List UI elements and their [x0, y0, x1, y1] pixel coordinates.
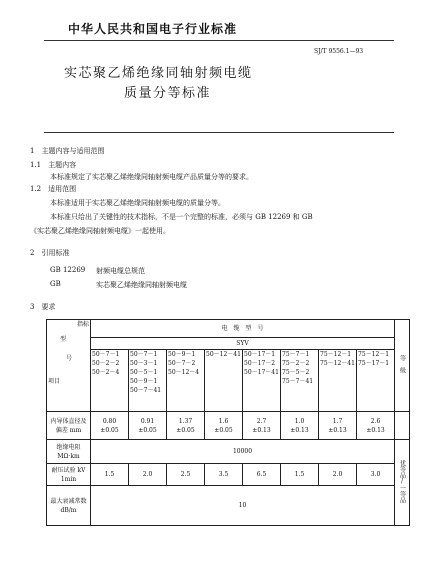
- model-number: 75－12－41: [320, 360, 355, 367]
- doc-title-line2: 质量分等标准: [124, 86, 212, 101]
- value-cell: 3.5: [205, 464, 243, 486]
- table-row: [47, 440, 410, 464]
- model-number: 50－7－41: [130, 387, 162, 394]
- model-number: 50－9－1: [168, 351, 196, 358]
- model-number: 50－17－2: [244, 360, 276, 367]
- section-3-heading: 3 要求: [30, 303, 56, 311]
- section-1-heading: 1 主题内容与适用范围: [30, 147, 105, 155]
- model-number: 50－12－41: [206, 351, 241, 358]
- syv-header: SYV: [91, 338, 395, 350]
- model-number: 75－2－2: [282, 360, 310, 367]
- corner-cell: [47, 320, 91, 412]
- value-cell: 0.91 ±0.05: [129, 412, 167, 440]
- row-label: 绝缘电阻 MΩ·km: [47, 440, 91, 464]
- grade-header: 等 级: [395, 320, 410, 412]
- model-number: 50－9－1: [130, 378, 158, 385]
- corner-mid2-label: 号: [66, 355, 73, 362]
- ref-2-code: GB: [50, 280, 61, 288]
- requirements-table: [46, 319, 410, 526]
- model-cell: [167, 350, 205, 412]
- value-cell: 2.5: [167, 464, 205, 486]
- table-row: [47, 464, 410, 486]
- model-cell: [205, 350, 243, 412]
- model-number: 50－5－1: [130, 369, 158, 376]
- value-cell: 2.0: [129, 464, 167, 486]
- model-number: 50－17－41: [244, 369, 279, 376]
- value-cell: 1.5: [281, 464, 319, 486]
- model-number: 50－17－1: [244, 351, 276, 358]
- corner-top-label: 指标: [76, 321, 89, 328]
- table-row: [47, 486, 410, 526]
- value-cell: 1.6 ±0.05: [205, 412, 243, 440]
- row-label: 耐压试验 kV 1min: [47, 464, 91, 486]
- section-1-1-text: 本标准规定了实芯聚乙烯绝缘同轴射频电缆产品质量分等的要求。: [50, 173, 253, 181]
- model-cell: [357, 350, 395, 412]
- value-cell: 2.6 ±0.13: [357, 412, 395, 440]
- model-cell: [243, 350, 281, 412]
- section-1-2-text2b: 《实芯聚乙烯绝缘同轴射频电缆》一起使用。: [30, 227, 170, 235]
- header-rule: [44, 40, 394, 41]
- model-number: 75－12－1: [320, 351, 352, 358]
- value-cell: 1.7 ±0.13: [319, 412, 357, 440]
- value-cell: 6.5: [243, 464, 281, 486]
- model-cell: [91, 350, 129, 412]
- model-number: 50－7－1: [130, 351, 158, 358]
- section-1-2-text2a: 本标准只给出了关键性的技术指标，不是一个完整的标准，必须与 GB 12269 和 GB: [50, 213, 313, 221]
- model-cell: [281, 350, 319, 412]
- model-cell: [129, 350, 167, 412]
- row-value: 10: [91, 486, 395, 526]
- title-rule: [44, 132, 394, 133]
- model-number: 75－7－41: [282, 378, 314, 385]
- model-number: 75－17－1: [358, 360, 390, 367]
- value-cell: 2.0: [319, 464, 357, 486]
- cable-type-header: 电 缆 型 号: [91, 320, 395, 338]
- section-1-1-heading: 1.1 主题内容: [30, 161, 77, 169]
- model-row: [47, 350, 410, 412]
- table-row: [47, 412, 410, 440]
- org-header: 中华人民共和国电子行业标准: [68, 22, 238, 36]
- grade-empty-cell: [395, 412, 410, 440]
- model-number: 50－2－2: [92, 360, 120, 367]
- model-number: 75－5－2: [282, 369, 310, 376]
- model-number: 50－2－4: [92, 369, 120, 376]
- row-label: 最大衰减常数 dB/m: [47, 486, 91, 526]
- grade-cell: 优等品/一等品: [395, 440, 410, 526]
- value-cell: 2.7 ±0.13: [243, 412, 281, 440]
- row-value: 10000: [91, 440, 395, 464]
- ref-1-code: GB 12269: [50, 266, 86, 274]
- value-cell: 0.80 ±0.05: [91, 412, 129, 440]
- model-number: 50－12－4: [168, 369, 200, 376]
- row-label: 内导体直径及偏差 mm: [47, 412, 91, 440]
- corner-bottom-label: 项目: [48, 378, 61, 385]
- section-1-2-text1: 本标准适用于实芯聚乙烯绝缘同轴射频电缆的质量分等。: [50, 199, 225, 207]
- value-cell: 1.5: [91, 464, 129, 486]
- model-number: 50－7－1: [92, 351, 120, 358]
- standard-code: SJ/T 9556.1—93: [314, 48, 364, 55]
- ref-1-name: 射频电缆总规范: [96, 267, 145, 275]
- doc-title-line1: 实芯聚乙烯绝缘同轴射频电缆: [64, 66, 253, 81]
- section-1-2-heading: 1.2 适用范围: [30, 185, 77, 193]
- value-cell: 3.0: [357, 464, 395, 486]
- section-2-heading: 2 引用标准: [30, 249, 70, 257]
- corner-mid-label: 型: [60, 336, 67, 343]
- model-cell: [319, 350, 357, 412]
- model-number: 50－7－2: [168, 360, 196, 367]
- model-number: 75－7－1: [282, 351, 310, 358]
- value-cell: 1.0 ±0.13: [281, 412, 319, 440]
- value-cell: 1.37 ±0.05: [167, 412, 205, 440]
- ref-2-name: 实芯聚乙烯绝缘同轴射频电缆: [96, 281, 187, 289]
- model-number: 75－12－1: [358, 351, 390, 358]
- model-number: 50－3－1: [130, 360, 158, 367]
